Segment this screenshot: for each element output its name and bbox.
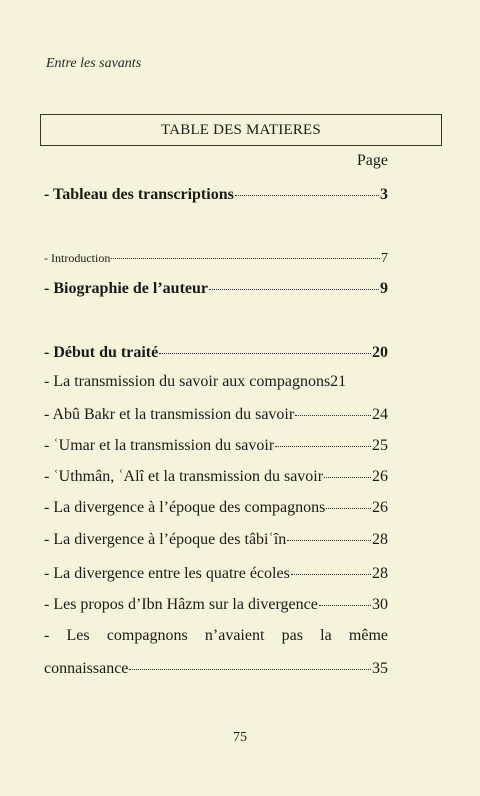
toc-entry-label: - La divergence à l’époque des compagnons <box>44 499 326 517</box>
toc-entry[interactable] <box>44 594 388 614</box>
toc-entry[interactable] <box>44 435 388 455</box>
toc-entry-label: - Abû Bakr et la transmission du savoir <box>44 406 295 424</box>
toc-entry-label-line2: connaissance <box>44 660 129 678</box>
dot-leader <box>291 560 371 575</box>
page-number: 75 <box>233 730 247 745</box>
toc-entry-page: 24 <box>372 406 388 424</box>
toc-entry-label: - Introduction <box>44 250 111 265</box>
toc-entry[interactable] <box>44 373 388 391</box>
toc-entry-page: 21 <box>330 373 347 390</box>
dot-leader <box>111 247 380 259</box>
toc-entry[interactable] <box>44 278 388 298</box>
dot-leader <box>235 181 379 196</box>
toc-entry[interactable] <box>44 658 388 678</box>
toc-entry-page: 7 <box>381 250 388 266</box>
dot-leader <box>275 432 371 447</box>
toc-entry-page: 9 <box>380 280 388 298</box>
toc-entry-label: - La divergence entre les quatre écoles <box>44 565 290 583</box>
toc-entry-page: 30 <box>372 596 388 614</box>
toc-entry-page: 35 <box>372 660 388 678</box>
dot-leader <box>324 463 371 478</box>
toc-entry-label-line1[interactable]: - Les compagnons n’avaient pas la même <box>44 627 388 644</box>
toc-entry[interactable] <box>44 342 388 362</box>
toc-entry-label: - Les propos d’Ibn Hâzm sur la divergence <box>44 596 318 614</box>
dot-leader <box>319 591 371 606</box>
toc-entry[interactable] <box>44 466 388 486</box>
toc-entry-label: - Biographie de l’auteur <box>44 280 208 298</box>
toc-entry-label: - La divergence à l’époque des tâbiʿîn <box>44 531 287 549</box>
toc-entry-label: - ʿUthmân, ʿAlî et la transmission du savoir <box>44 468 324 486</box>
toc-entry-label: - Début du traité <box>44 344 159 362</box>
toc-entry-page: 28 <box>372 531 388 549</box>
toc-entry-page: 25 <box>372 437 388 455</box>
toc-entry-label: - Tableau des transcriptions <box>44 186 234 204</box>
toc-entry[interactable] <box>44 529 388 549</box>
toc-title: TABLE DES MATIERES <box>161 122 321 138</box>
toc-entry-page: 28 <box>372 565 388 583</box>
toc-entry[interactable] <box>44 497 388 517</box>
toc-entry-label: - La transmission du savoir aux compagnons <box>44 373 331 390</box>
toc-entry[interactable] <box>44 404 388 424</box>
toc-entry-label: - ʿUmar et la transmission du savoir <box>44 437 275 455</box>
toc-entry-page: 20 <box>372 344 388 362</box>
toc-entry-page: 26 <box>372 499 388 517</box>
dot-leader <box>129 655 371 670</box>
toc-title-box <box>40 114 442 146</box>
dot-leader <box>159 339 371 354</box>
dot-leader <box>326 494 371 509</box>
dot-leader <box>209 275 379 290</box>
toc-entry[interactable] <box>44 250 388 267</box>
running-head: Entre les savants <box>46 56 142 71</box>
toc-entry-page: 3 <box>380 186 388 204</box>
dot-leader <box>287 526 371 541</box>
dot-leader <box>295 401 371 416</box>
toc-entry[interactable] <box>44 184 388 204</box>
toc-entry-page: 26 <box>372 468 388 486</box>
page-column-label: Page <box>356 152 388 169</box>
toc-entry[interactable] <box>44 563 388 583</box>
